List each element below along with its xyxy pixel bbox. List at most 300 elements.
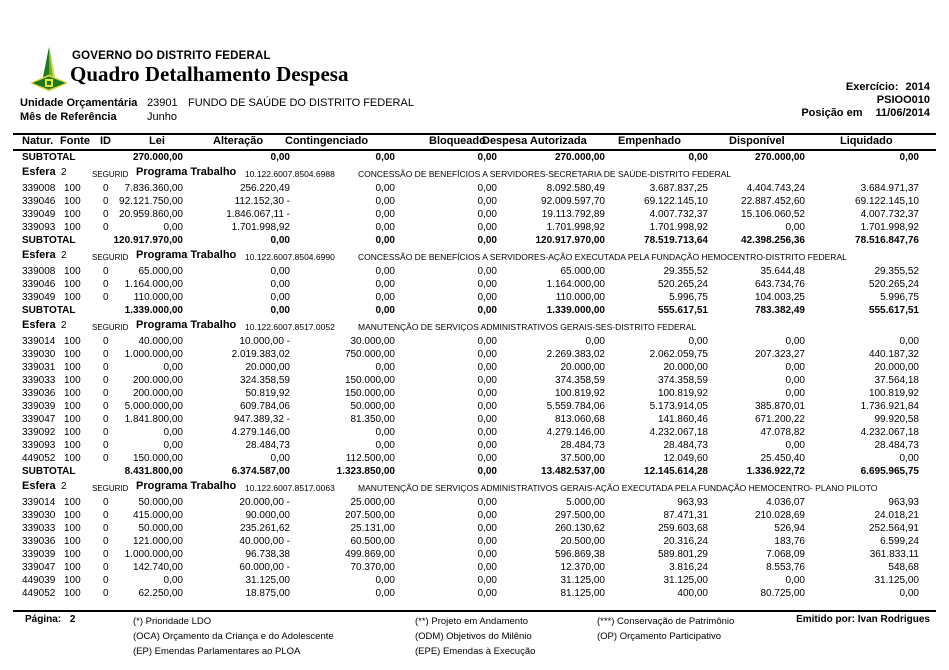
subtotal-lei-value: 8.431.800,00 bbox=[124, 466, 183, 477]
posicao-value: 11/06/2014 bbox=[875, 107, 930, 119]
subtotal-cont-value: 0,00 bbox=[375, 305, 395, 316]
cell-da-value: 813.060,68 bbox=[554, 414, 605, 425]
cell-alt-value: 4.279.146,00 bbox=[231, 427, 290, 438]
subtotal-emp-value: 0,00 bbox=[688, 152, 708, 163]
cell-da-value: 28.484,73 bbox=[560, 440, 605, 451]
cell-bloq-value: 0,00 bbox=[477, 349, 497, 360]
cell-disp-value: 0,00 bbox=[785, 362, 805, 373]
col-fonte: Fonte bbox=[60, 135, 90, 147]
programa-trabalho-label: Programa Trabalho bbox=[136, 249, 237, 261]
fonte-cell: 100 bbox=[64, 497, 81, 508]
cell-alt-value: 0,00 bbox=[270, 266, 290, 277]
id-cell: 0 bbox=[103, 209, 109, 220]
cell-da-value: 37.500,00 bbox=[560, 453, 605, 464]
cell-alt-value: 2.019.383,02 bbox=[231, 349, 290, 360]
fonte-cell: 100 bbox=[64, 401, 81, 412]
cell-emp-value: 100.819,92 bbox=[657, 388, 708, 399]
cell-emp-value: 31.125,00 bbox=[663, 575, 708, 586]
cell-bloq-value: 0,00 bbox=[477, 222, 497, 233]
table-row bbox=[0, 195, 949, 208]
cell-bloq-value: 0,00 bbox=[477, 279, 497, 290]
cell-emp-value: 141.860,46 bbox=[657, 414, 708, 425]
cell-bloq-value: 0,00 bbox=[477, 375, 497, 386]
subtotal-da-value: 120.917.970,00 bbox=[535, 235, 605, 246]
id-cell: 0 bbox=[103, 453, 109, 464]
cell-bloq-value: 0,00 bbox=[477, 536, 497, 547]
natur-cell: 339046 bbox=[22, 279, 56, 290]
cell-cont-value: 750.000,00 bbox=[344, 349, 395, 360]
cell-cont-value: 25.131,00 bbox=[350, 523, 395, 534]
id-cell: 0 bbox=[103, 536, 109, 547]
cell-disp-value: 7.068,09 bbox=[766, 549, 805, 560]
subtotal-alt-value: 0,00 bbox=[270, 235, 290, 246]
exercicio-value: 2014 bbox=[905, 81, 930, 93]
cell-da-value: 12.370,00 bbox=[560, 562, 605, 573]
cell-da-value: 297.500,00 bbox=[554, 510, 605, 521]
natur-cell: 339008 bbox=[22, 266, 56, 277]
cell-cont-value: 50.000,00 bbox=[350, 401, 395, 412]
table-row bbox=[0, 522, 949, 535]
cell-alt-value: 0,00 bbox=[270, 453, 290, 464]
id-cell: 0 bbox=[103, 401, 109, 412]
col-alteracao: Alteração bbox=[213, 135, 264, 147]
natur-cell: 339039 bbox=[22, 401, 56, 412]
cell-emp-value: 20.000,00 bbox=[663, 362, 708, 373]
cell-alt-value: 609.784,06 bbox=[239, 401, 290, 412]
subtotal-liq-value: 6.695.965,75 bbox=[860, 466, 919, 477]
cell-liq-value: 31.125,00 bbox=[874, 575, 919, 586]
fonte-cell: 100 bbox=[64, 575, 81, 586]
cell-cont-value: 70.370,00 bbox=[350, 562, 395, 573]
id-cell: 0 bbox=[103, 266, 109, 277]
cell-lei-value: 40.000,00 bbox=[138, 336, 183, 347]
cell-bloq-value: 0,00 bbox=[477, 292, 497, 303]
table-row bbox=[0, 574, 949, 587]
unidade-name: FUNDO DE SAÚDE DO DISTRITO FEDERAL bbox=[188, 97, 414, 109]
table-row bbox=[0, 265, 949, 278]
natur-cell: 339030 bbox=[22, 510, 56, 521]
cell-alt-value: 324.358,59 bbox=[239, 375, 290, 386]
natur-cell: 339046 bbox=[22, 196, 56, 207]
fonte-cell: 100 bbox=[64, 523, 81, 534]
id-cell: 0 bbox=[103, 375, 109, 386]
legend-item: (EPE) Emendas à Execução bbox=[415, 646, 536, 657]
table-row bbox=[0, 291, 949, 304]
cell-liq-value: 440.187,32 bbox=[868, 349, 919, 360]
id-cell: 0 bbox=[103, 588, 109, 599]
cell-da-value: 20.500,00 bbox=[560, 536, 605, 547]
programa-trabalho-desc: CONCESSÃO DE BENEFÍCIOS A SERVIDORES-AÇÃO EXECUTADA PELA FUNDAÇÃO HEMOCENTRO-DISTRITO FEDERAL bbox=[358, 252, 847, 262]
esfera-value: 2 bbox=[61, 320, 67, 331]
cell-cont-value: 499.869,00 bbox=[344, 549, 395, 560]
cell-cont-value: 0,00 bbox=[375, 575, 395, 586]
programa-trabalho-desc: MANUTENÇÃO DE SERVIÇOS ADMINISTRATIVOS GERAIS-SES-DISTRITO FEDERAL bbox=[358, 322, 697, 332]
col-id: ID bbox=[100, 135, 111, 147]
subtotal-disp-value: 783.382,49 bbox=[754, 305, 805, 316]
subtotal-label: SUBTOTAL bbox=[22, 305, 76, 316]
fonte-cell: 100 bbox=[64, 183, 81, 194]
report-code: PSIOO010 bbox=[876, 94, 930, 106]
cell-emp-value: 400,00 bbox=[677, 588, 708, 599]
programa-trabalho-label: Programa Trabalho bbox=[136, 319, 237, 331]
table-row bbox=[0, 496, 949, 509]
cell-da-value: 5.000,00 bbox=[566, 497, 605, 508]
subtotal-alt-value: 0,00 bbox=[270, 152, 290, 163]
table-row bbox=[0, 452, 949, 465]
subtotal-da-value: 13.482.537,00 bbox=[541, 466, 605, 477]
cell-alt-value: 1.701.998,92 bbox=[231, 222, 290, 233]
table-row bbox=[0, 439, 949, 452]
subtotal-bloq-value: 0,00 bbox=[477, 466, 497, 477]
natur-cell: 339093 bbox=[22, 440, 56, 451]
fonte-cell: 100 bbox=[64, 196, 81, 207]
natur-cell: 339033 bbox=[22, 375, 56, 386]
subtotal-disp-value: 270.000,00 bbox=[754, 152, 805, 163]
unidade-code: 23901 bbox=[147, 97, 178, 109]
natur-cell: 449052 bbox=[22, 588, 56, 599]
natur-cell: 339049 bbox=[22, 209, 56, 220]
esfera-segurid: SEGURID bbox=[92, 170, 129, 179]
id-cell: 0 bbox=[103, 183, 109, 194]
cell-cont-value: 0,00 bbox=[375, 279, 395, 290]
cell-liq-value: 520.265,24 bbox=[868, 279, 919, 290]
table-row bbox=[0, 335, 949, 348]
table-row bbox=[0, 509, 949, 522]
fonte-cell: 100 bbox=[64, 453, 81, 464]
cell-bloq-value: 0,00 bbox=[477, 549, 497, 560]
cell-cont-value: 0,00 bbox=[375, 183, 395, 194]
cell-alt-value: 235.261,62 bbox=[239, 523, 290, 534]
cell-da-value: 2.269.383,02 bbox=[546, 349, 605, 360]
cell-da-value: 81.125,00 bbox=[560, 588, 605, 599]
fonte-cell: 100 bbox=[64, 336, 81, 347]
legend-item: (ODM) Objetivos do Milênio bbox=[415, 631, 532, 642]
cell-alt-value: 947.389,32 - bbox=[233, 414, 290, 425]
cell-emp-value: 0,00 bbox=[688, 336, 708, 347]
fonte-cell: 100 bbox=[64, 588, 81, 599]
cell-alt-value: 40.000,00 - bbox=[239, 536, 290, 547]
cell-bloq-value: 0,00 bbox=[477, 562, 497, 573]
id-cell: 0 bbox=[103, 279, 109, 290]
col-contingenciado: Contingenciado bbox=[285, 135, 369, 147]
cell-lei-value: 110.000,00 bbox=[133, 292, 183, 303]
cell-alt-value: 0,00 bbox=[270, 292, 290, 303]
legend-item: (**) Projeto em Andamento bbox=[415, 616, 529, 627]
cell-cont-value: 0,00 bbox=[375, 266, 395, 277]
programa-trabalho-code: 10.122.6007.8517.0063 bbox=[245, 483, 335, 493]
cell-disp-value: 8.553,76 bbox=[766, 562, 805, 573]
cell-cont-value: 25.000,00 bbox=[350, 497, 395, 508]
esfera-header-row bbox=[0, 166, 949, 179]
cell-liq-value: 548,68 bbox=[888, 562, 919, 573]
programa-trabalho-label: Programa Trabalho bbox=[136, 480, 237, 492]
cell-bloq-value: 0,00 bbox=[477, 427, 497, 438]
cell-emp-value: 12.049,60 bbox=[663, 453, 708, 464]
subtotal-label: SUBTOTAL bbox=[22, 235, 76, 246]
page-number bbox=[25, 614, 75, 625]
cell-liq-value: 1.701.998,92 bbox=[860, 222, 919, 233]
id-cell: 0 bbox=[103, 414, 109, 425]
table-row bbox=[0, 535, 949, 548]
cell-liq-value: 252.564,91 bbox=[868, 523, 919, 534]
unidade-label: Unidade Orçamentária bbox=[20, 97, 138, 109]
col-despesa-autorizada: Despesa Autorizada bbox=[482, 135, 587, 147]
cell-lei-value: 7.836.360,00 bbox=[124, 183, 183, 194]
col-empenhado: Empenhado bbox=[618, 135, 681, 147]
cell-lei-value: 50.000,00 bbox=[138, 497, 183, 508]
programa-trabalho-code: 10.122.6007.8517.0052 bbox=[245, 322, 335, 332]
cell-bloq-value: 0,00 bbox=[477, 414, 497, 425]
cell-lei-value: 65.000,00 bbox=[138, 266, 183, 277]
natur-cell: 339033 bbox=[22, 523, 56, 534]
subtotal-row bbox=[0, 465, 949, 478]
fonte-cell: 100 bbox=[64, 388, 81, 399]
posicao-label: Posição em bbox=[801, 107, 863, 119]
cell-bloq-value: 0,00 bbox=[477, 453, 497, 464]
cell-disp-value: 15.106.060,52 bbox=[741, 209, 805, 220]
legend-item: (OCA) Orçamento da Criança e do Adolescente bbox=[133, 631, 334, 642]
cell-da-value: 5.559.784,06 bbox=[546, 401, 605, 412]
cell-disp-value: 104.003,25 bbox=[754, 292, 805, 303]
cell-alt-value: 28.484,73 bbox=[245, 440, 290, 451]
cell-alt-value: 31.125,00 bbox=[245, 575, 290, 586]
cell-lei-value: 5.000.000,00 bbox=[124, 401, 183, 412]
cell-alt-value: 256.220,49 bbox=[239, 183, 290, 194]
cell-da-value: 31.125,00 bbox=[560, 575, 605, 586]
esfera-label: Esfera bbox=[22, 166, 56, 178]
cell-emp-value: 5.173.914,05 bbox=[649, 401, 708, 412]
cell-da-value: 0,00 bbox=[585, 336, 605, 347]
cell-da-value: 1.701.998,92 bbox=[546, 222, 605, 233]
cell-cont-value: 112.500,00 bbox=[345, 453, 395, 464]
cell-liq-value: 28.484,73 bbox=[874, 440, 919, 451]
cell-disp-value: 210.028,69 bbox=[754, 510, 805, 521]
unidade-line bbox=[20, 97, 414, 109]
table-header bbox=[0, 135, 949, 149]
cell-lei-value: 150.000,00 bbox=[132, 453, 183, 464]
esfera-label: Esfera bbox=[22, 319, 56, 331]
cell-lei-value: 200.000,00 bbox=[132, 388, 183, 399]
subtotal-liq-value: 0,00 bbox=[899, 152, 919, 163]
id-cell: 0 bbox=[103, 562, 109, 573]
cell-emp-value: 2.062.059,75 bbox=[649, 349, 708, 360]
footer-legend-col1 bbox=[133, 614, 334, 659]
cell-bloq-value: 0,00 bbox=[477, 440, 497, 451]
mes-value: Junho bbox=[147, 111, 177, 123]
fonte-cell: 100 bbox=[64, 222, 81, 233]
cell-lei-value: 1.000.000,00 bbox=[124, 349, 183, 360]
esfera-value: 2 bbox=[61, 167, 67, 178]
divider bbox=[13, 610, 936, 612]
col-natur: Natur. bbox=[22, 135, 54, 147]
subtotal-bloq-value: 0,00 bbox=[477, 235, 497, 246]
cell-disp-value: 183,76 bbox=[774, 536, 805, 547]
cell-alt-value: 90.000,00 bbox=[245, 510, 290, 521]
programa-trabalho-label: Programa Trabalho bbox=[136, 166, 237, 178]
cell-da-value: 20.000,00 bbox=[560, 362, 605, 373]
cell-lei-value: 0,00 bbox=[163, 362, 183, 373]
subtotal-cont-value: 1.323.850,00 bbox=[336, 466, 395, 477]
esfera-header-row bbox=[0, 249, 949, 262]
cell-bloq-value: 0,00 bbox=[477, 588, 497, 599]
cell-disp-value: 4.036,07 bbox=[766, 497, 805, 508]
cell-cont-value: 150.000,00 bbox=[344, 388, 395, 399]
cell-bloq-value: 0,00 bbox=[477, 362, 497, 373]
cell-da-value: 65.000,00 bbox=[560, 266, 605, 277]
natur-cell: 339039 bbox=[22, 549, 56, 560]
cell-liq-value: 4.232.067,18 bbox=[860, 427, 919, 438]
esfera-label: Esfera bbox=[22, 480, 56, 492]
table-row bbox=[0, 561, 949, 574]
cell-emp-value: 1.701.998,92 bbox=[649, 222, 708, 233]
cell-cont-value: 0,00 bbox=[375, 440, 395, 451]
natur-cell: 339036 bbox=[22, 388, 56, 399]
cell-alt-value: 0,00 bbox=[270, 279, 290, 290]
natur-cell: 339030 bbox=[22, 349, 56, 360]
cell-liq-value: 20.000,00 bbox=[874, 362, 919, 373]
subtotal-label: SUBTOTAL bbox=[22, 466, 76, 477]
legend-item: (OP) Orçamento Participativo bbox=[597, 631, 722, 642]
fonte-cell: 100 bbox=[64, 362, 81, 373]
subtotal-liq-value: 78.516.847,76 bbox=[855, 235, 919, 246]
esfera-header-row bbox=[0, 319, 949, 332]
natur-cell: 339047 bbox=[22, 414, 56, 425]
subtotal-emp-value: 555.617,51 bbox=[657, 305, 708, 316]
table-row bbox=[0, 413, 949, 426]
exercicio-line bbox=[846, 81, 930, 93]
cell-disp-value: 385.870,01 bbox=[754, 401, 805, 412]
cell-bloq-value: 0,00 bbox=[477, 209, 497, 220]
cell-alt-value: 18.875,00 bbox=[245, 588, 290, 599]
subtotal-da-value: 1.339.000,00 bbox=[546, 305, 605, 316]
subtotal-cont-value: 0,00 bbox=[375, 235, 395, 246]
programa-trabalho-desc: CONCESSÃO DE BENEFÍCIOS A SERVIDORES-SECRETARIA DE SAÚDE-DISTRITO FEDERAL bbox=[358, 169, 732, 179]
cell-disp-value: 80.725,00 bbox=[760, 588, 805, 599]
cell-emp-value: 963,93 bbox=[677, 497, 708, 508]
subtotal-emp-value: 78.519.713,64 bbox=[644, 235, 708, 246]
natur-cell: 449039 bbox=[22, 575, 56, 586]
page-value: 2 bbox=[69, 614, 76, 625]
table-row bbox=[0, 208, 949, 221]
government-name: GOVERNO DO DISTRITO FEDERAL bbox=[72, 50, 271, 62]
cell-emp-value: 4.007.732,37 bbox=[649, 209, 708, 220]
cell-disp-value: 0,00 bbox=[785, 440, 805, 451]
cell-lei-value: 50.000,00 bbox=[138, 523, 183, 534]
subtotal-disp-value: 42.398.256,36 bbox=[741, 235, 805, 246]
table-row bbox=[0, 374, 949, 387]
cell-disp-value: 0,00 bbox=[785, 375, 805, 386]
cell-lei-value: 142.740,00 bbox=[132, 562, 183, 573]
cell-disp-value: 671.200,22 bbox=[754, 414, 805, 425]
cell-lei-value: 1.000.000,00 bbox=[124, 549, 183, 560]
cell-alt-value: 20.000,00 bbox=[245, 362, 290, 373]
fonte-cell: 100 bbox=[64, 414, 81, 425]
fonte-cell: 100 bbox=[64, 536, 81, 547]
cell-liq-value: 1.736.921,84 bbox=[860, 401, 919, 412]
cell-disp-value: 47.078,82 bbox=[760, 427, 805, 438]
natur-cell: 339014 bbox=[22, 497, 56, 508]
natur-cell: 339049 bbox=[22, 292, 56, 303]
table-row bbox=[0, 221, 949, 234]
natur-cell: 449052 bbox=[22, 453, 56, 464]
cell-da-value: 19.113.792,89 bbox=[541, 209, 605, 220]
cell-alt-value: 1.846.067,11 - bbox=[226, 209, 290, 220]
fonte-cell: 100 bbox=[64, 562, 81, 573]
cell-disp-value: 0,00 bbox=[785, 336, 805, 347]
cell-disp-value: 35.644,48 bbox=[760, 266, 805, 277]
cell-liq-value: 24.018,21 bbox=[874, 510, 919, 521]
cell-disp-value: 643.734,76 bbox=[754, 279, 805, 290]
cell-da-value: 110.000,00 bbox=[555, 292, 605, 303]
cell-emp-value: 20.316,24 bbox=[663, 536, 708, 547]
subtotal-bloq-value: 0,00 bbox=[477, 152, 497, 163]
id-cell: 0 bbox=[103, 549, 109, 560]
natur-cell: 339031 bbox=[22, 362, 56, 373]
natur-cell: 339093 bbox=[22, 222, 56, 233]
cell-cont-value: 60.500,00 bbox=[350, 536, 395, 547]
cell-disp-value: 526,94 bbox=[774, 523, 805, 534]
cell-lei-value: 0,00 bbox=[163, 575, 183, 586]
natur-cell: 339047 bbox=[22, 562, 56, 573]
fonte-cell: 100 bbox=[64, 549, 81, 560]
cell-emp-value: 3.687.837,25 bbox=[649, 183, 708, 194]
subtotal-disp-value: 1.336.922,72 bbox=[746, 466, 805, 477]
report-title: Quadro Detalhamento Despesa bbox=[70, 62, 349, 86]
cell-alt-value: 20.000,00 - bbox=[239, 497, 290, 508]
cell-disp-value: 0,00 bbox=[785, 388, 805, 399]
cell-cont-value: 0,00 bbox=[375, 209, 395, 220]
cell-liq-value: 0,00 bbox=[899, 453, 919, 464]
cell-da-value: 1.164.000,00 bbox=[546, 279, 605, 290]
id-cell: 0 bbox=[103, 497, 109, 508]
legend-item: (*) Prioridade LDO bbox=[133, 616, 212, 627]
cell-da-value: 596.869,38 bbox=[554, 549, 605, 560]
esfera-value: 2 bbox=[61, 481, 67, 492]
subtotal-alt-value: 6.374.587,00 bbox=[231, 466, 290, 477]
programa-trabalho-desc: MANUTENÇÃO DE SERVIÇOS ADMINISTRATIVOS GERAIS-AÇÃO EXECUTADA PELA FUNDAÇÃO HEMOCENTRO- PLANO PILOTO bbox=[358, 483, 878, 493]
cell-cont-value: 0,00 bbox=[375, 222, 395, 233]
legend-item: (***) Conservação de Patrimônio bbox=[597, 616, 735, 627]
id-cell: 0 bbox=[103, 349, 109, 360]
cell-da-value: 4.279.146,00 bbox=[546, 427, 605, 438]
cell-liq-value: 963,93 bbox=[888, 497, 919, 508]
subtotal-label: SUBTOTAL bbox=[22, 152, 76, 163]
id-cell: 0 bbox=[103, 575, 109, 586]
cell-liq-value: 100.819,92 bbox=[868, 388, 919, 399]
col-liquidado: Liquidado bbox=[840, 135, 893, 147]
table-row bbox=[0, 278, 949, 291]
fonte-cell: 100 bbox=[64, 510, 81, 521]
cell-alt-value: 10.000,00 - bbox=[239, 336, 290, 347]
cell-liq-value: 29.355,52 bbox=[874, 266, 919, 277]
cell-disp-value: 22.887.452,60 bbox=[741, 196, 805, 207]
cell-cont-value: 150.000,00 bbox=[344, 375, 395, 386]
footer-legend-col3 bbox=[597, 614, 734, 644]
id-cell: 0 bbox=[103, 222, 109, 233]
cell-emp-value: 520.265,24 bbox=[657, 279, 708, 290]
cell-liq-value: 361.833,11 bbox=[869, 549, 919, 560]
id-cell: 0 bbox=[103, 523, 109, 534]
table-row bbox=[0, 182, 949, 195]
legend-item: (EP) Emendas Parlamentares ao PLOA bbox=[133, 646, 301, 657]
subtotal-lei-value: 120.917.970,00 bbox=[113, 235, 183, 246]
col-disponivel: Disponível bbox=[729, 135, 785, 147]
cell-cont-value: 81.350,00 bbox=[350, 414, 395, 425]
fonte-cell: 100 bbox=[64, 266, 81, 277]
subtotal-alt-value: 0,00 bbox=[270, 305, 290, 316]
fonte-cell: 100 bbox=[64, 375, 81, 386]
cell-cont-value: 0,00 bbox=[375, 427, 395, 438]
